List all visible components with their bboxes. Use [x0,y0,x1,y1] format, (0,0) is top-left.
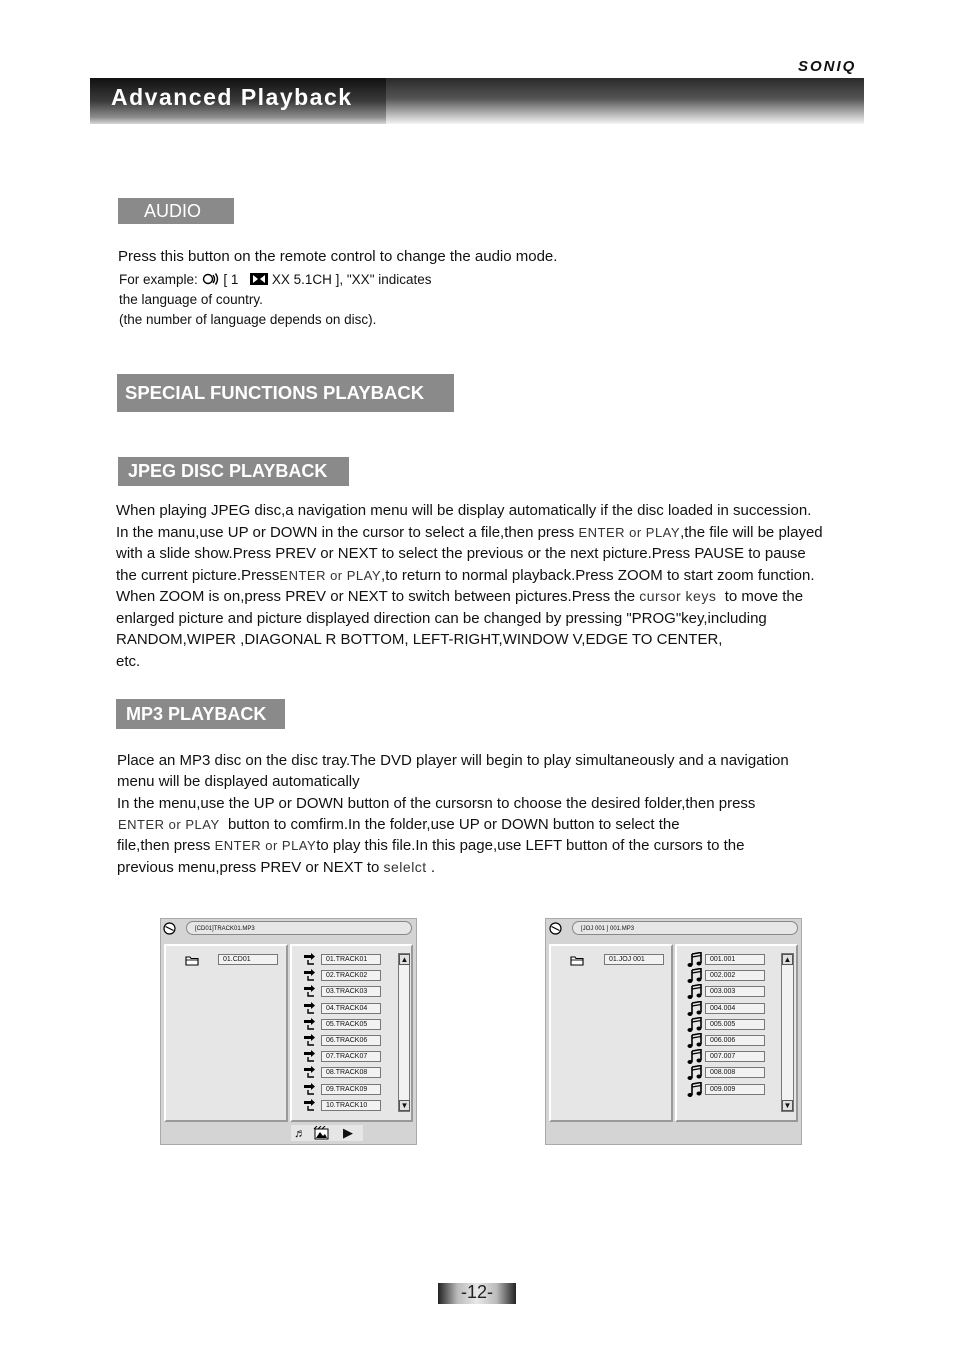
control-bar [291,1125,363,1141]
scrollbar[interactable] [781,953,794,1112]
mp3-line-1: Place an MP3 disc on the disc tray.The DVD player will begin to play simultaneously and a navigation [117,752,789,769]
page-title: Advanced Playback [111,84,353,110]
enter-or-play-key: ENTER or PLAY [578,525,681,540]
audio-example-prefix: For example: [119,272,198,287]
track-pane [290,944,413,1122]
mp3-line-6-end: . [430,859,436,876]
jpeg-line-7: RANDOM,WIPER ,DIAGONAL R BOTTOM, LEFT-RIGHT,WINDOW V,EDGE TO CENTER, [116,631,723,648]
scroll-down-button[interactable]: ▼ [400,1101,409,1110]
audio-example-line [119,270,432,290]
jpeg-line-8: etc. [116,653,141,670]
track-item[interactable]: 02.TRACK02 [321,970,381,981]
folder-pane [549,944,673,1122]
folder-icon [185,953,199,971]
jpeg-line-2-end: ,the file will be played [680,524,823,541]
track-item[interactable]: 08.TRACK08 [321,1067,381,1078]
track-item[interactable]: 03.TRACK03 [321,986,381,997]
mp3-menu-screen-2 [545,918,802,1145]
track-item[interactable]: 09.TRACK09 [321,1084,381,1095]
jpeg-line-4-end: ,to return to normal playback.Press ZOOM to start zoom function. [381,567,815,584]
mp3-menu-screen-1 [160,918,417,1145]
scroll-down-button[interactable]: ▼ [783,1101,792,1110]
mp3-line-5-end: to play this file.In this page,use LEFT button of the cursors to the [316,837,745,854]
jpeg-line-1: When playing JPEG disc,a navigation menu will be display automatically if the disc loaded in succession. [116,502,812,519]
jpeg-line-3: with a slide show.Press PREV or NEXT to select the previous or the next picture.Press PAUSE to pause [116,545,806,562]
track-item[interactable]: 004.004 [705,1003,765,1014]
mp3-line-4-text: button to comfirm.In the folder,use UP or DOWN button to select the [227,816,680,833]
track-item[interactable]: 04.TRACK04 [321,1003,381,1014]
mp3-line-6 [117,857,435,879]
audio-file-icon [302,1098,318,1116]
jpeg-heading: JPEG DISC PLAYBACK [118,457,349,486]
brand-logo: SONIQ [798,58,857,75]
audio-line-4: (the number of language depends on disc). [119,312,377,327]
audio-example-tail: XX 5.1CH ], "XX" indicates [271,272,432,287]
audio-line-3: the language of country. [119,292,263,307]
track-item[interactable]: 06.TRACK06 [321,1035,381,1046]
track-item[interactable]: 008.008 [705,1067,765,1078]
audio-example-rest: [ 1 [223,272,239,287]
jpeg-line-5-text: When ZOOM is on,press PREV or NEXT to switch between pictures.Press the [116,588,636,605]
mp3-line-5 [117,835,745,857]
mp3-line-3: In the menu,use the UP or DOWN button of the cursorsn to choose the desired folder,then press [117,795,756,812]
folder-item[interactable]: 01.CD01 [218,954,278,965]
track-item[interactable]: 10.TRACK10 [321,1100,381,1111]
folder-icon [570,953,584,971]
jpeg-line-2-text: In the manu,use UP or DOWN in the cursor to select a file,then press [116,524,575,541]
photo-video-icon[interactable] [313,1126,331,1145]
play-icon[interactable]: ▶ [343,1125,353,1140]
audio-speaker-icon [202,272,224,287]
audio-channel-icon [242,272,272,287]
track-item[interactable]: 005.005 [705,1019,765,1030]
disc-icon [549,922,562,940]
track-item[interactable]: 07.TRACK07 [321,1051,381,1062]
path-bar: [CD01]TRACK01.MP3 [186,921,412,935]
jpeg-line-5 [116,586,803,608]
jpeg-line-6: enlarged picture and picture displayed direction can be changed by pressing "PROG"key,including [116,610,767,627]
jpeg-line-4 [116,565,815,587]
music-file-icon [687,1082,703,1103]
scrollbar[interactable] [398,953,410,1112]
mp3-line-5-text: file,then press [117,837,211,854]
jpeg-line-2 [116,522,823,544]
music-note-icon[interactable]: ♬ [294,1126,306,1140]
mp3-line-2: menu will be displayed automatically [117,773,360,790]
audio-heading: AUDIO [118,198,234,224]
mp3-heading: MP3 PLAYBACK [116,699,285,729]
cursor-keys-label: cursor keys [639,588,717,604]
track-item[interactable]: 003.003 [705,986,765,997]
disc-icon [163,922,176,940]
special-functions-heading: SPECIAL FUNCTIONS PLAYBACK [117,374,454,412]
track-item[interactable]: 01.TRACK01 [321,954,381,965]
track-pane [675,944,798,1122]
track-item[interactable]: 006.006 [705,1035,765,1046]
track-item[interactable]: 009.009 [705,1084,765,1095]
jpeg-line-4-text: the current picture.Press [116,567,280,584]
folder-item[interactable]: 01.JOJ 001 [604,954,664,965]
enter-or-play-key: ENTER or PLAY [118,817,220,832]
track-item[interactable]: 001.001 [705,954,765,965]
mp3-line-4 [118,814,680,836]
page-number: -12- [460,1282,493,1302]
track-item[interactable]: 05.TRACK05 [321,1019,381,1030]
audio-line-1: Press this button on the remote control to change the audio mode. [118,248,558,265]
mp3-line-6-text: previous menu,press PREV or NEXT to [117,859,380,876]
track-item[interactable]: 002.002 [705,970,765,981]
path-bar: [JOJ 001 ] 001.MP3 [572,921,798,935]
scroll-up-button[interactable]: ▲ [400,955,409,964]
enter-or-play-key: ENTER or PLAY [279,568,382,583]
jpeg-line-5-end: to move the [724,588,804,605]
track-item[interactable]: 007.007 [705,1051,765,1062]
selelct-key-label: selelct [383,859,427,875]
enter-or-play-key: ENTER or PLAY [214,838,317,853]
scroll-up-button[interactable]: ▲ [783,955,792,964]
folder-pane [164,944,288,1122]
